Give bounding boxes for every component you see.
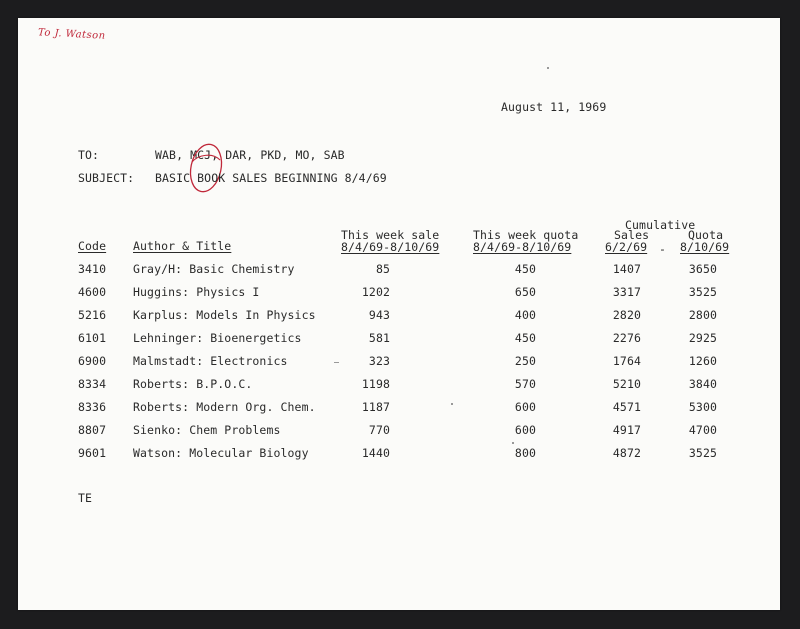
row-week-quota: 450: [514, 331, 536, 345]
row-week-sale: 581: [368, 331, 390, 345]
row-cum-sales: 1764: [612, 354, 641, 368]
to-label: TO:: [78, 148, 100, 162]
row-code: 5216: [78, 308, 107, 322]
row-week-quota: 600: [514, 400, 536, 414]
row-code: 9601: [78, 446, 107, 460]
row-code: 8334: [78, 377, 107, 391]
subject-value: BASIC BOOK SALES BEGINNING 8/4/69: [155, 171, 387, 185]
scan-speck: [547, 67, 549, 69]
row-week-quota: 650: [514, 285, 536, 299]
handwritten-annotation: To J. Watson: [37, 27, 106, 42]
row-cum-sales: 4917: [612, 423, 641, 437]
red-circle-mark: [186, 140, 226, 196]
row-cum-sales: 2820: [612, 308, 641, 322]
row-week-quota: 800: [514, 446, 536, 460]
row-code: 4600: [78, 285, 107, 299]
row-cum-sales: 4872: [612, 446, 641, 460]
row-week-sale: 85: [375, 262, 390, 276]
row-week-sale: 770: [368, 423, 390, 437]
memo-date: August 11, 1969: [501, 100, 607, 114]
row-week-sale: 1187: [361, 400, 390, 414]
row-title: Roberts: B.P.O.C.: [133, 377, 253, 391]
row-week-quota: 450: [514, 262, 536, 276]
row-cum-quota: 2925: [688, 331, 717, 345]
header-dash: -: [659, 242, 667, 256]
row-code: 8807: [78, 423, 107, 437]
document-page: [18, 18, 780, 610]
header-week-quota-1: This week quota: [473, 228, 579, 242]
row-cum-quota: 5300: [688, 400, 717, 414]
row-code: 6101: [78, 331, 107, 345]
row-title: Malmstadt: Electronics: [133, 354, 288, 368]
row-week-quota: 600: [514, 423, 536, 437]
row-week-sale: 1440: [361, 446, 390, 460]
footer-initials: TE: [78, 491, 93, 505]
row-cum-quota: 4700: [688, 423, 717, 437]
row-title: Lehninger: Bioenergetics: [133, 331, 302, 345]
row-title: Gray/H: Basic Chemistry: [133, 262, 295, 276]
row-title: Roberts: Modern Org. Chem.: [133, 400, 316, 414]
row-week-sale: 943: [368, 308, 390, 322]
row-cum-quota: 1260: [688, 354, 717, 368]
row-cum-sales: 3317: [612, 285, 641, 299]
row-title: Watson: Molecular Biology: [133, 446, 309, 460]
header-week-sale-1: This week sale: [341, 228, 440, 242]
row-cum-quota: 2800: [688, 308, 717, 322]
scan-speck: [334, 362, 339, 363]
row-cum-quota: 3525: [688, 285, 717, 299]
header-cum-quota-2: 8/10/69: [680, 240, 730, 254]
header-cum-sales-1: Sales: [614, 228, 650, 242]
row-week-sale: 1198: [361, 377, 390, 391]
subject-label: SUBJECT:: [78, 171, 135, 185]
row-code: 6900: [78, 354, 107, 368]
row-cum-sales: 5210: [612, 377, 641, 391]
row-cum-quota: 3525: [688, 446, 717, 460]
row-cum-quota: 3840: [688, 377, 717, 391]
row-week-sale: 323: [368, 354, 390, 368]
scan-speck: [451, 403, 453, 405]
row-code: 3410: [78, 262, 107, 276]
cumulative-group-header: Cumulative: [625, 218, 696, 232]
header-code: Code: [78, 239, 107, 253]
row-cum-quota: 3650: [688, 262, 717, 276]
row-cum-sales: 1407: [612, 262, 641, 276]
header-cum-sales-2: 6/2/69: [605, 240, 648, 254]
row-week-quota: 250: [514, 354, 536, 368]
scan-speck: [512, 442, 514, 444]
row-week-quota: 570: [514, 377, 536, 391]
row-title: Karplus: Models In Physics: [133, 308, 316, 322]
row-code: 8336: [78, 400, 107, 414]
row-week-quota: 400: [514, 308, 536, 322]
row-cum-sales: 4571: [612, 400, 641, 414]
header-cum-quota-1: Quota: [688, 228, 724, 242]
row-week-sale: 1202: [361, 285, 390, 299]
header-author-title: Author & Title: [133, 239, 232, 253]
header-week-quota-2: 8/4/69-8/10/69: [473, 240, 572, 254]
row-title: Sienko: Chem Problems: [133, 423, 281, 437]
header-week-sale-2: 8/4/69-8/10/69: [341, 240, 440, 254]
to-recipients: WAB, MCJ, DAR, PKD, MO, SAB: [155, 148, 345, 162]
row-cum-sales: 2276: [612, 331, 641, 345]
row-title: Huggins: Physics I: [133, 285, 260, 299]
